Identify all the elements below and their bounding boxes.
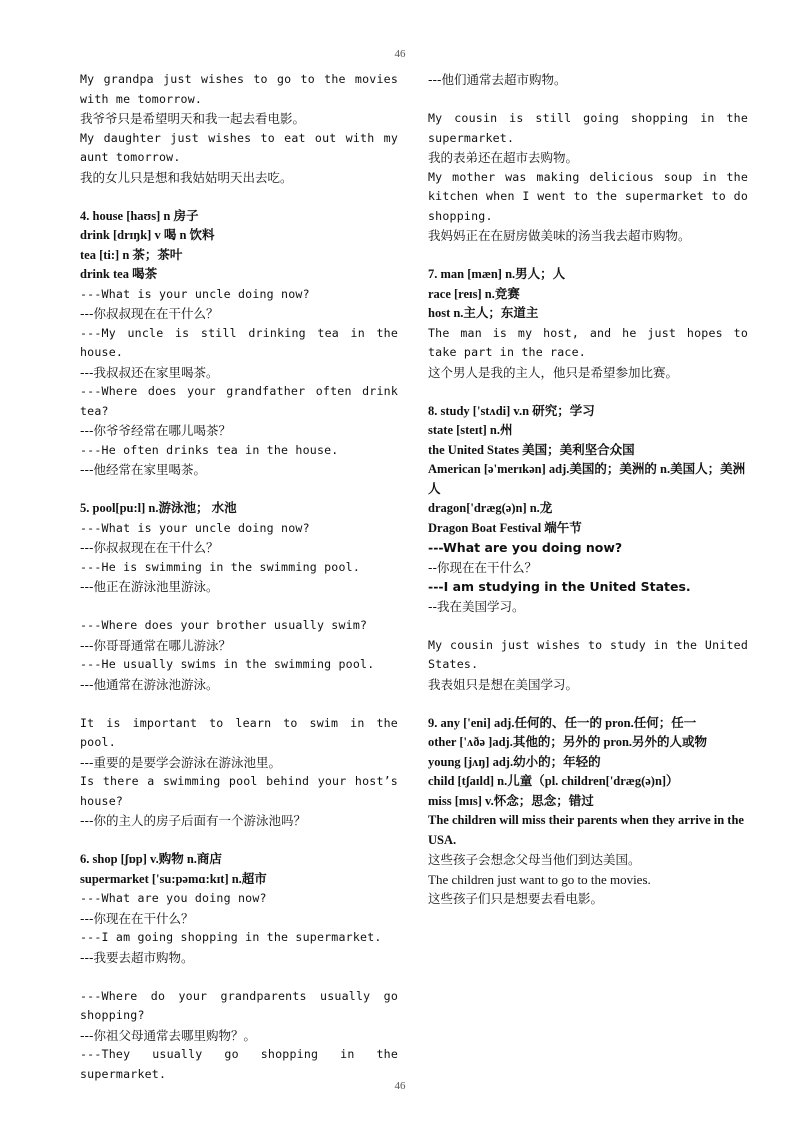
chinese-line: 我爷爷只是希望明天和我一起去看电影。 bbox=[80, 111, 306, 126]
english-sentence: My daughter just wishes to eat out with my aunt tomorrow. bbox=[80, 130, 398, 164]
chinese-line: ---你祖父母通常去哪里购物？。 bbox=[80, 1027, 257, 1043]
english-sentence: ---What is your uncle doing now? bbox=[80, 286, 310, 301]
vocab-line: drink [drɪŋk] v 喝 n 饮料 bbox=[80, 228, 215, 242]
spacer bbox=[428, 382, 748, 402]
spacer bbox=[80, 831, 398, 851]
vocab-line: The children just want to go to the movies. bbox=[428, 871, 651, 887]
english-sentence: ---Where does your brother usually swim? bbox=[80, 618, 368, 632]
chinese-line: 我的表弟还在超市去购物。 bbox=[428, 150, 579, 165]
spacer bbox=[428, 616, 748, 636]
vocab-line: ---I am studying in the United States. bbox=[428, 579, 691, 594]
left-column bbox=[80, 70, 398, 1084]
english-sentence: ---What is your uncle doing now? bbox=[80, 520, 310, 535]
english-sentence: ---Where do your grandparents usually go shopping? bbox=[80, 988, 398, 1022]
english-sentence: It is important to learn to swim in the pool. bbox=[80, 715, 398, 749]
vocab-line: American [ə'merɪkən] adj.美国的；美洲的 n.美国人；美洲人 bbox=[428, 462, 746, 496]
english-sentence: My grandpa just wishes to go to the movies with me tomorrow. bbox=[80, 72, 398, 106]
chinese-line: ---他通常在游泳池游泳。 bbox=[80, 676, 219, 692]
chinese-line: 这些孩子会想念父母当他们到达美国。 bbox=[428, 852, 641, 867]
right-column bbox=[428, 70, 748, 909]
vocab-line: 5. pool[pu:l] n.游泳池； 水池 bbox=[80, 501, 237, 515]
chinese-line: 我妈妈正在在厨房做美味的汤当我去超市购物。 bbox=[428, 228, 691, 243]
english-sentence: My cousin just wishes to study in the United States. bbox=[428, 637, 748, 671]
chinese-line: ---我叔叔还在家里喝茶。 bbox=[80, 364, 219, 380]
vocab-line: The children will miss their parents when they arrive in the USA. bbox=[428, 813, 744, 847]
chinese-line: --你现在在干什么？ bbox=[428, 559, 538, 575]
chinese-line: ---他正在游泳池里游泳。 bbox=[80, 579, 219, 594]
vocab-line: 9. any ['eni] adj.任何的、任一的 pron.任何；任一 bbox=[428, 715, 697, 730]
vocab-line: young [jʌŋ] adj.幼小的；年轻的 bbox=[428, 754, 601, 769]
vocab-line: ---What are you doing now? bbox=[428, 540, 623, 555]
english-sentence: ---He usually swims in the swimming pool. bbox=[80, 657, 375, 671]
chinese-line: ---你现在在干什么？ bbox=[80, 910, 194, 926]
vocab-line: 8. study ['stʌdi] v.n 研究；学习 bbox=[428, 403, 595, 418]
vocab-line: supermarket ['su:pəmɑ:kɪt] n.超市 bbox=[80, 871, 267, 886]
vocab-line: other ['ʌðə ]adj.其他的；另外的 pron.另外的人或物 bbox=[428, 735, 708, 749]
vocab-line: the United States 美国；美利坚合众国 bbox=[428, 442, 635, 457]
chinese-line: 我的女儿只是想和我姑姑明天出去吃。 bbox=[80, 169, 293, 185]
english-sentence: My cousin is still going shopping in the supermarket. bbox=[428, 111, 748, 145]
vocab-line: race [reɪs] n.竞赛 bbox=[428, 286, 520, 301]
chinese-line: 这个男人是我的主人，他只是希望参加比赛。 bbox=[428, 364, 679, 380]
english-sentence: ---My uncle is still drinking tea in the house. bbox=[80, 325, 398, 359]
english-sentence: The man is my host, and he just hopes to take part in the race. bbox=[428, 325, 748, 359]
page-number-top: 46 bbox=[394, 48, 406, 60]
vocab-line: miss [mɪs] v.怀念；思念；错过 bbox=[428, 793, 594, 808]
vocab-line: child [tʃaɪld] n.儿童（pl. children['dræg(ə)n]） bbox=[428, 774, 679, 788]
vocab-line: 6. shop [ʃɒp] v.购物 n.商店 bbox=[80, 852, 222, 866]
vocab-line: dragon['dræg(ə)n] n.龙 bbox=[428, 501, 553, 515]
chinese-line: ---他们通常去超市购物。 bbox=[428, 72, 567, 87]
english-sentence: ---I am going shopping in the supermarket. bbox=[80, 930, 382, 944]
vocab-line: Dragon Boat Festival 端午节 bbox=[428, 520, 582, 535]
english-sentence: ---He is swimming in the swimming pool. bbox=[80, 559, 361, 574]
english-sentence: ---Where does your grandfather often drink tea? bbox=[80, 384, 398, 418]
spacer bbox=[428, 246, 748, 266]
spacer bbox=[428, 90, 748, 110]
chinese-line: ---我要去超市购物。 bbox=[80, 949, 194, 965]
english-sentence: ---They usually go shopping in the supermarket. bbox=[80, 1047, 398, 1081]
vocab-line: 7. man [mæn] n.男人；人 bbox=[428, 267, 566, 281]
chinese-line: ---他经常在家里喝茶。 bbox=[80, 462, 207, 477]
chinese-line: ---你的主人的房子后面有一个游泳池吗？ bbox=[80, 813, 307, 828]
vocab-line: host n.主人；东道主 bbox=[428, 306, 539, 320]
english-sentence: My mother was making delicious soup in the kitchen when I went to the supermarket to do shopping. bbox=[428, 169, 748, 223]
chinese-line: ---你叔叔现在在干什么？ bbox=[80, 540, 219, 555]
vocab-line: 4. house [haʊs] n 房子 bbox=[80, 208, 199, 223]
spacer bbox=[80, 597, 398, 617]
chinese-line: ---你叔叔现在在干什么？ bbox=[80, 306, 219, 321]
chinese-line: ---你爷爷经常在哪儿喝茶？ bbox=[80, 423, 232, 438]
english-sentence: ---What are you doing now? bbox=[80, 891, 267, 905]
chinese-line: 这些孩子们只是想要去看电影。 bbox=[428, 891, 604, 906]
spacer bbox=[80, 967, 398, 987]
chinese-line: 我表姐只是想在美国学习。 bbox=[428, 676, 579, 692]
english-sentence: ---He often drinks tea in the house. bbox=[80, 442, 339, 457]
page-number-bottom: 46 bbox=[394, 1080, 406, 1092]
english-sentence: Is there a swimming pool behind your host’s house? bbox=[80, 774, 398, 808]
chinese-line: --我在美国学习。 bbox=[428, 598, 525, 614]
vocab-line: drink tea 喝茶 bbox=[80, 267, 158, 281]
chinese-line: ---你哥哥通常在哪儿游泳？ bbox=[80, 637, 232, 653]
spacer bbox=[80, 187, 398, 207]
vocab-line: tea [ti:] n 茶；茶叶 bbox=[80, 247, 183, 262]
spacer bbox=[80, 694, 398, 714]
spacer bbox=[80, 480, 398, 500]
spacer bbox=[428, 694, 748, 714]
chinese-line: ---重要的是要学会游泳在游泳池里。 bbox=[80, 754, 282, 770]
vocab-line: state [steɪt] n.州 bbox=[428, 423, 513, 437]
